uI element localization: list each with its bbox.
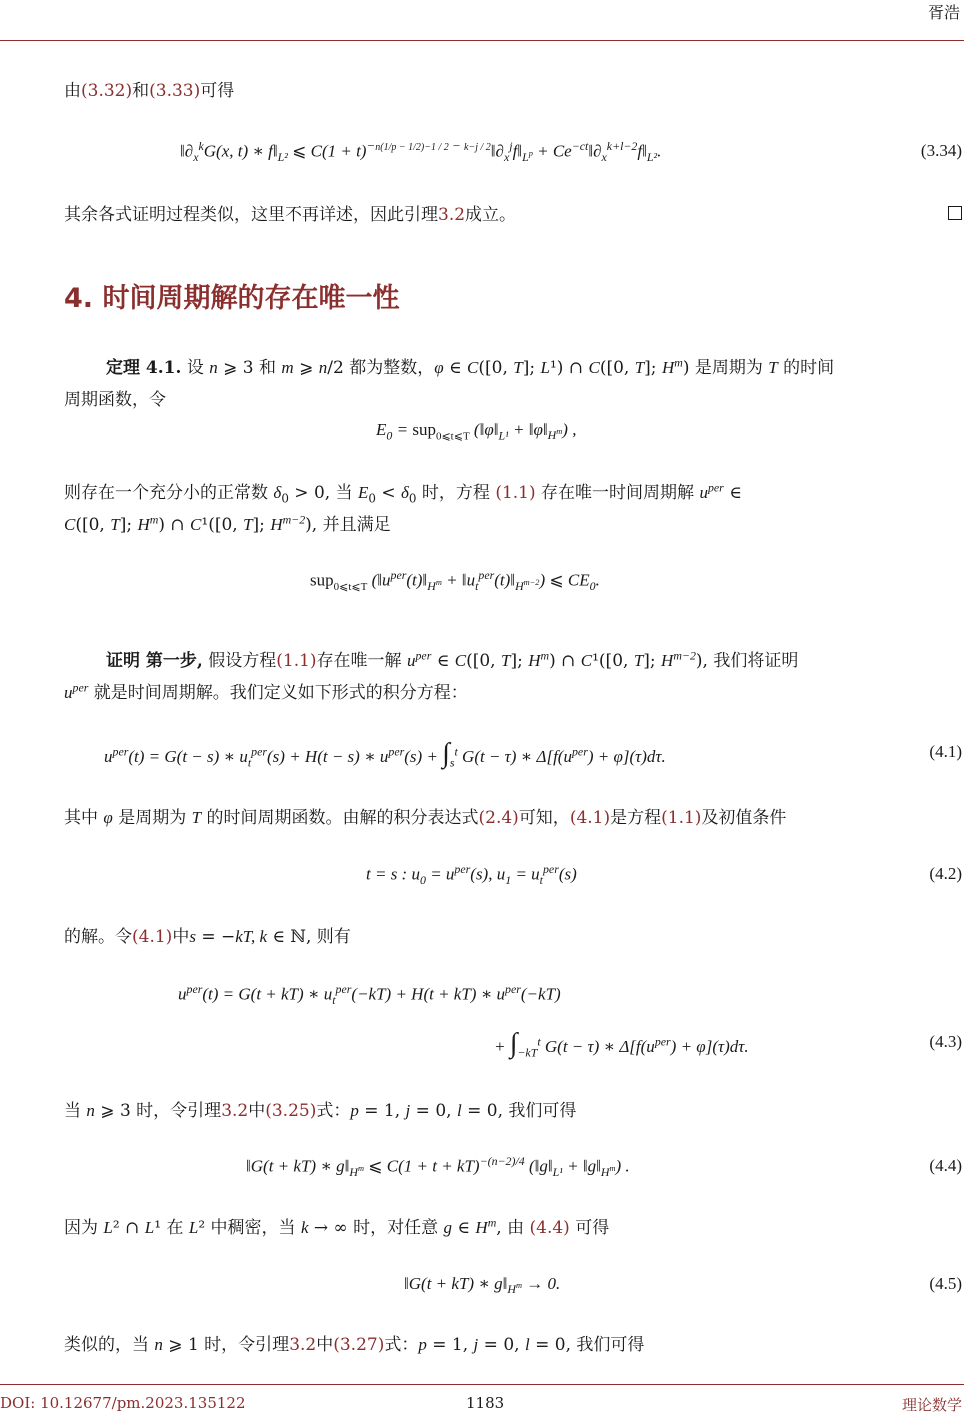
ref-3-27[interactable]: (3.27) — [333, 1335, 385, 1355]
ref-lemma-3-2[interactable]: 3.2 — [438, 205, 466, 225]
footer-page-number: 1183 — [466, 1394, 505, 1412]
equation-number-3-34: (3.34) — [920, 141, 962, 160]
footer-rule — [0, 1384, 964, 1385]
ref-4-1[interactable]: (4.1) — [569, 808, 611, 828]
proof-line-4: 的解。令(4.1)中s = −kT, k ∈ ℕ, 则有 — [64, 927, 351, 947]
proof-line-3: 其中 φ 是周期为 T 的时间周期函数。由解的积分表达式(2.4)可知，(4.1)是方程(1.1)及初值条件 — [64, 808, 787, 828]
equation-number-4-1: (4.1) — [929, 742, 962, 761]
ref-3-25[interactable]: (3.25) — [265, 1101, 317, 1121]
ref-4-4[interactable]: (4.4) — [529, 1218, 570, 1238]
ref-1-1[interactable]: (1.1) — [495, 483, 536, 503]
ref-3-33[interactable]: (3.33) — [149, 81, 201, 101]
running-header-author: 胥浩 — [927, 3, 960, 22]
qed-symbol — [948, 206, 962, 220]
theorem-line-2: 周期函数，令 — [64, 390, 166, 410]
equation-sup: sup$_{0⩽t⩽T}$ ($‖u^{per}(t)‖_{H^m}$ + $‖u_t^{per}(t)‖_{H^{m-2}}$) ⩽ $CE_0$. — [310, 568, 600, 594]
ref-3-32[interactable]: (3.32) — [81, 81, 133, 101]
equation-3-34: $‖\partial_x^kG(x$, t) ∗ $f‖_{L^2}$ ⩽ $C(1 + t)^{-n(1/p - 1/2)-1 / 2 - k-j / 2}‖\partial_x^jf‖_{L^p}$ + $Ce^{-ct}‖\partial_x^{k+l-2}f‖_{L^2}$. — [180, 138, 662, 165]
proof-line-7: 类似的，当 n ⩾ 1 时，令引理3.2中(3.27)式：p = 1, j = 0, l = 0, 我们可得 — [64, 1335, 645, 1355]
theorem-line-1: 定理 4.1. 设 n ⩾ 3 和 m ⩾ n/2 都为整数，φ ∈ C([0, T]; L¹) ∩ C([0, T]; $H^m$) 是周期为 T 的时间 — [106, 355, 835, 378]
text-line-2: 其余各式证明过程类似，这里不再详述，因此引理3.2成立。 — [64, 205, 517, 225]
equation-number-4-3: (4.3) — [929, 1032, 962, 1051]
ref-1-1-c[interactable]: (1.1) — [661, 808, 702, 828]
equation-number-4-4: (4.4) — [929, 1156, 962, 1175]
ref-lemma-3-2-b[interactable]: 3.2 — [221, 1101, 249, 1121]
ref-4-1-b[interactable]: (4.1) — [132, 927, 173, 947]
theorem-label: 定理 4.1. — [106, 358, 182, 378]
equation-4-1: $u^{per}(t) = G(t - s)$ ∗ $u_t^{per}(s) + H(t - s)$ ∗ $u^{per}(s) + \int_s^t$ G(t − τ) ∗ $\Delta[f(u^{per}) + \varphi](\tau)d\tau$. — [104, 738, 666, 770]
theorem-line-4: C([0, T]; $H^m$) ∩ C¹([0, T]; $H^{m-2}$), 并且满足 — [64, 512, 391, 535]
proof-line-2: $u^{per}$ 就是时间周期解。我们定义如下形式的积分方程： — [64, 680, 468, 703]
equation-number-4-2: (4.2) — [929, 864, 962, 883]
footer-journal[interactable]: 理论数学 — [901, 1396, 962, 1414]
equation-number-4-5: (4.5) — [929, 1274, 962, 1293]
ref-1-1-b[interactable]: (1.1) — [276, 651, 317, 671]
proof-label: 证明 第一步, — [106, 651, 203, 671]
proof-line-1: 证明 第一步, 假设方程(1.1)存在唯一解 $u^{per}$ ∈ C([0, T]; $H^m$) ∩ C¹([0, T]; $H^{m-2}$), 我们将证明 — [106, 648, 799, 671]
header-rule — [0, 40, 964, 41]
section-title: 4. 时间周期解的存在唯一性 — [64, 283, 400, 314]
text-line-1: 由(3.32)和(3.33)可得 — [64, 81, 235, 101]
proof-line-5: 当 n ⩾ 3 时，令引理3.2中(3.25)式：p = 1, j = 0, l = 0, 我们可得 — [64, 1101, 577, 1121]
equation-4-5: ‖G(t + kT) ∗ $g‖_{H^m} \to 0$. — [404, 1274, 561, 1297]
equation-E0: $E_0 = sup_{0⩽t⩽T}$ ($‖\varphi‖_{L^1}$ + $‖\varphi‖_{H^m}$) , — [376, 420, 577, 443]
footer-doi[interactable]: DOI: 10.12677/pm.2023.135122 — [0, 1394, 246, 1412]
equation-4-2: t = s : $u_0 = u^{per}(s)$, $u_1 = u_t^{per}(s)$ — [366, 862, 577, 888]
proof-line-6: 因为 L² ∩ L¹ 在 L² 中稠密，当 k → ∞ 时，对任意 g ∈ $H^m$, 由 (4.4) 可得 — [64, 1215, 610, 1238]
equation-4-4: ‖G(t + kT) ∗ $g‖_{H^m}$ ⩽ C(1 + t + kT)$^{-(n-2)/4}$ ($‖g‖_{L^1}$ + $‖g‖_{H^m}$) . — [246, 1154, 630, 1180]
ref-lemma-3-2-c[interactable]: 3.2 — [289, 1335, 317, 1355]
ref-2-4[interactable]: (2.4) — [478, 808, 519, 828]
theorem-line-3: 则存在一个充分小的正常数 $\delta_0 > 0$, 当 $E_0 < \delta_0$ 时，方程 (1.1) 存在唯一时间周期解 $u^{per}$ ∈ — [64, 480, 742, 506]
equation-4-3-line-1: $u^{per}(t) = G(t + kT)$ ∗ $u_t^{per}(-kT) + H(t + kT)$ ∗ $u^{per}(-kT)$ — [178, 982, 561, 1008]
equation-4-3-line-2: + $\int_{-kT}^t$ G(t − τ) ∗ $\Delta[f(u^{per}) + \varphi](\tau)d\tau$. — [494, 1028, 749, 1060]
